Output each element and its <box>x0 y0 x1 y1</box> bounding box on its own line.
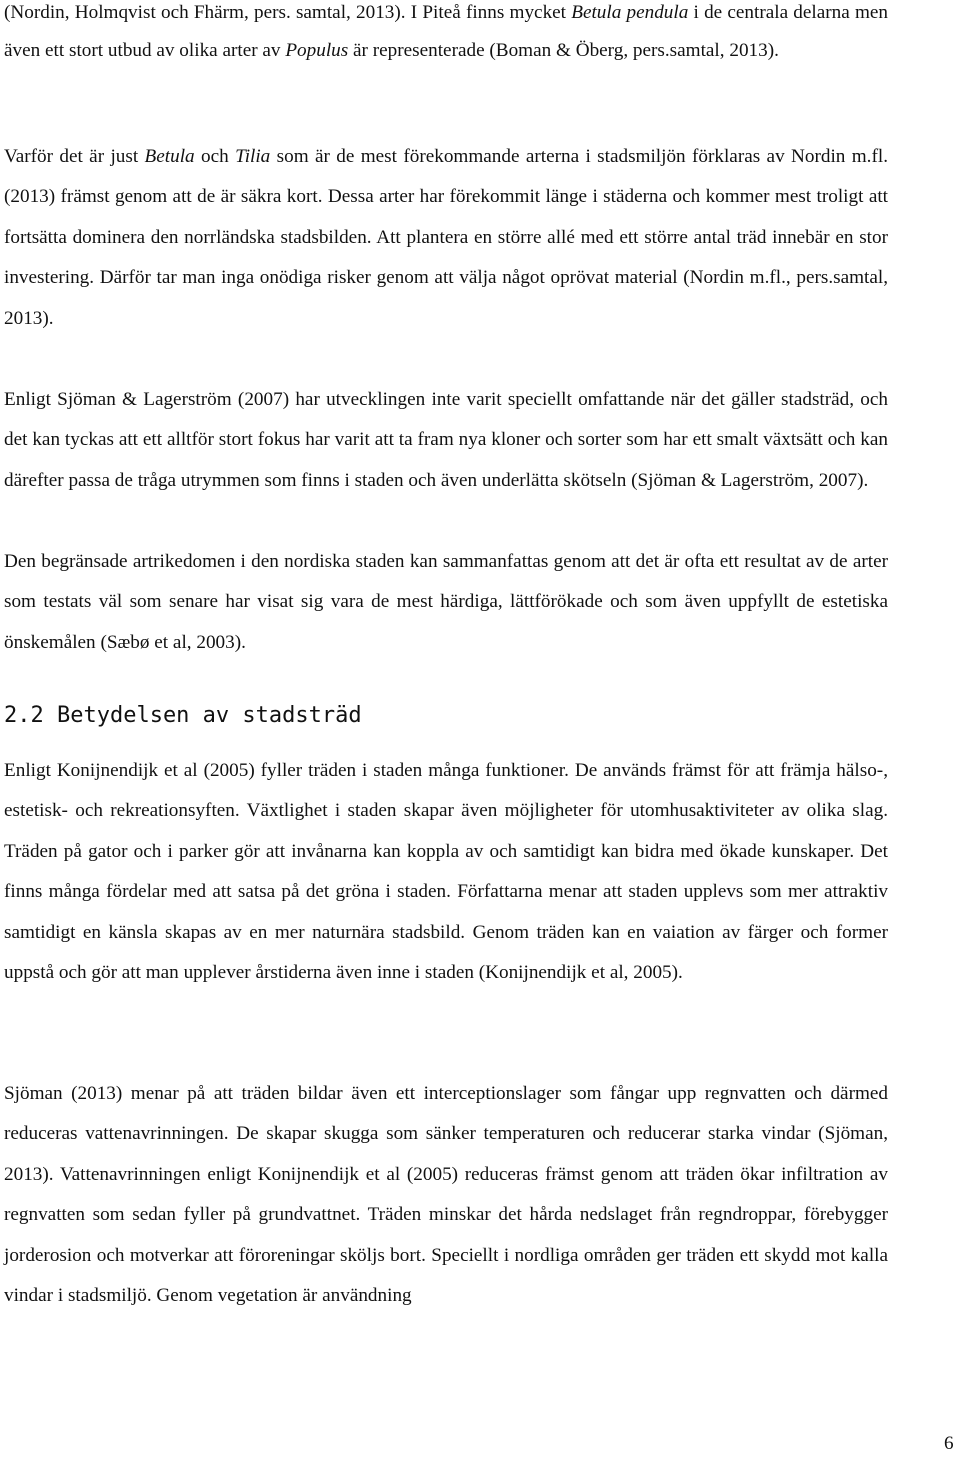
text-run: Sjöman (2013) menar på att träden bildar även ett interceptionslager som fångar upp regnvatten och därmed reduceras vattenavrinningen. De skapar skugga som sänker temperaturen och reducerar starka vindar (Sjöman, 2013). Vattenavrinningen enligt Konijnendijk et al (2005) reduceras främst genom att träden ökar infiltration av regnvatten som sedan fyller på grundvattnet. Träden minskar det hårda nedslaget från regndroppar, förebygger jorderosion och motverkar att föroreningar sköljs bort. Speciellt i nordliga områden ger träden ett skydd mot kalla vindar i stadsmiljö. Genom vegetation är användning <box>4 1083 888 1307</box>
page-number: 6 <box>944 1433 954 1454</box>
paragraph-sjoman-lagerstrom <box>4 380 888 501</box>
italic-species-name: Betula <box>144 146 195 167</box>
text-run: är representerade (Boman & Öberg, pers.samtal, 2013). <box>348 40 779 61</box>
italic-species-name: Betula pendula <box>571 2 689 23</box>
paragraph-tree-species-pitea <box>4 0 888 70</box>
paragraph-species-richness <box>4 542 888 663</box>
text-run: Enligt Sjöman & Lagerström (2007) har utvecklingen inte varit speciellt omfattande när det gäller stadsträd, och det kan tyckas att ett alltför stort fokus har varit att ta fram nya kloner och sorter som har ett smalt växtsätt och kan därefter passa de tråga utrymmen som finns i staden och även underlätta skötseln (Sjöman & Lagerström, 2007). <box>4 389 888 491</box>
italic-species-name: Populus <box>285 40 349 61</box>
text-run: i de centrala delarna men även ett stort utbud av olika arter av <box>4 2 888 61</box>
paragraph-tree-functions <box>4 751 888 993</box>
paragraph-betula-tilia <box>4 137 888 339</box>
text-run: (Nordin, Holmqvist och Fhärm, pers. samtal, 2013). I Piteå finns mycket <box>4 2 572 23</box>
section-heading: 2.2 Betydelsen av stadsträd <box>4 703 362 728</box>
text-run: Den begränsade artrikedomen i den nordiska staden kan sammanfattas genom att det är ofta ett resultat av de arter som testats väl som senare har visat sig vara de mest härdiga, lättförökade och som även uppfyllt de estetiska önskemålen (Sæbø et al, 2003). <box>4 551 888 653</box>
text-run: som är de mest förekommande arterna i stadsmiljön förklaras av Nordin m.fl. (2013) främst genom att de är säkra kort. Dessa arter har förekommit länge i städerna och kommer mest troligt att fortsätta dominera den norrländska stadsbilden. Att plantera en större allé med ett större antal träd innebär en stor investering. Därför tar man inga onödiga risker genom att välja något oprövat material (Nordin m.fl., pers.samtal, 2013). <box>4 146 888 329</box>
paragraph-interception <box>4 1074 888 1316</box>
text-run: och <box>194 146 236 167</box>
text-run: Varför det är just <box>4 146 145 167</box>
italic-species-name: Tilia <box>235 146 271 167</box>
text-run: Enligt Konijnendijk et al (2005) fyller träden i staden många funktioner. De används främst för att främja hälso-, estetisk- och rekreationsyften. Växtlighet i staden skapar även möjligheter för utomhusaktiviteter av olika slag. Träden på gator och i parker gör att invånarna kan koppla av och samtidigt kan bidra med ökade kunskaper. Det finns många fördelar med att satsa på det gröna i staden. Författarna menar att staden upplevs som mer attraktiv samtidigt en känsla skapas av en mer naturnära stadsbild. Genom träden kan en vaiation av färger och former uppstå och gör att man upplever årstiderna även inne i staden (Konijnendijk et al, 2005). <box>4 760 888 984</box>
